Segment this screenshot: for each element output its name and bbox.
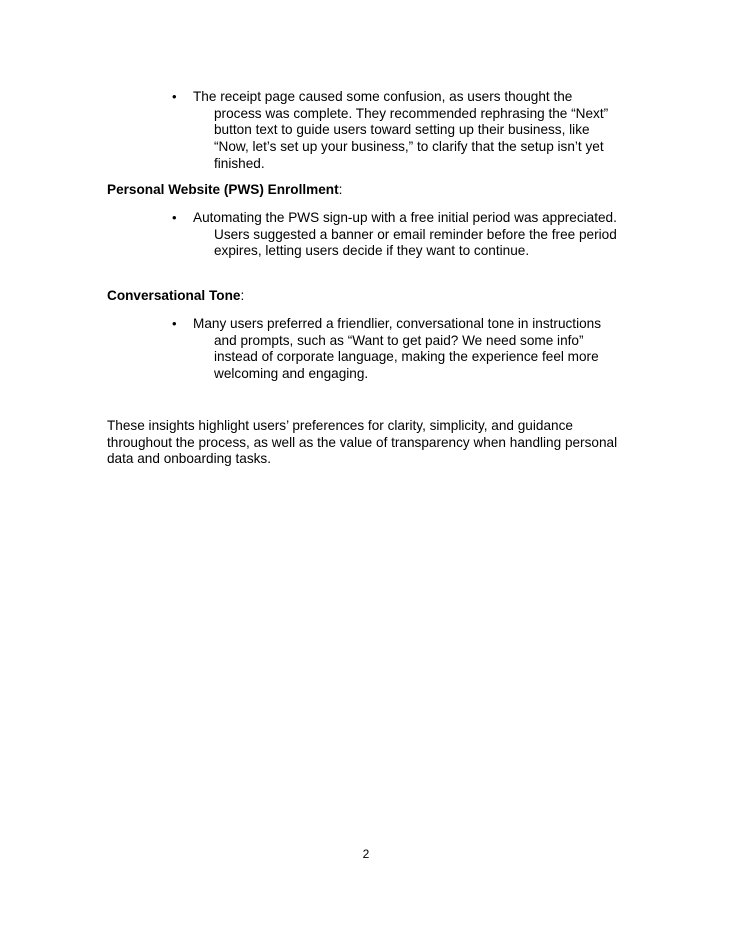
page-number: 2 bbox=[362, 847, 370, 861]
bullet-icon: • bbox=[172, 316, 177, 331]
bullet-item-receipt bbox=[172, 89, 622, 173]
section-heading-tone-title: Conversational Tone bbox=[107, 288, 241, 303]
section-heading-pws-title: Personal Website (PWS) Enrollment bbox=[107, 182, 339, 197]
bullet-text-pws: Automating the PWS sign-up with a free initial period was appreciated. Users suggested a banner or email reminder before the free period expires, letting users decide if they want to continue. bbox=[193, 210, 617, 259]
section-heading-tone bbox=[107, 287, 244, 304]
bullet-item-pws bbox=[172, 210, 622, 260]
bullet-item-tone bbox=[172, 316, 622, 383]
section-heading-pws-colon: : bbox=[338, 182, 343, 197]
bullet-text-receipt: The receipt page caused some confusion, as users thought the process was complete. They recommended rephrasing the “Next” button text to guide users toward setting up their business, like “Now, let’s set up your business,” to clarify that the setup isn’t yet finished. bbox=[193, 89, 609, 171]
bullet-icon: • bbox=[172, 89, 177, 104]
section-heading-tone-colon: : bbox=[240, 288, 245, 303]
bullet-icon: • bbox=[172, 210, 177, 225]
section-heading-pws bbox=[107, 181, 342, 198]
bullet-text-tone: Many users preferred a friendlier, conversational tone in instructions and prompts, such as “Want to get paid? We need some info” instead of corporate language, making the experience feel more welcoming and engaging. bbox=[193, 316, 602, 382]
summary-paragraph: These insights highlight users’ preferences for clarity, simplicity, and guidance throughout the process, as well as the value of transparency when handling personal data and onboarding tasks. bbox=[107, 418, 618, 467]
